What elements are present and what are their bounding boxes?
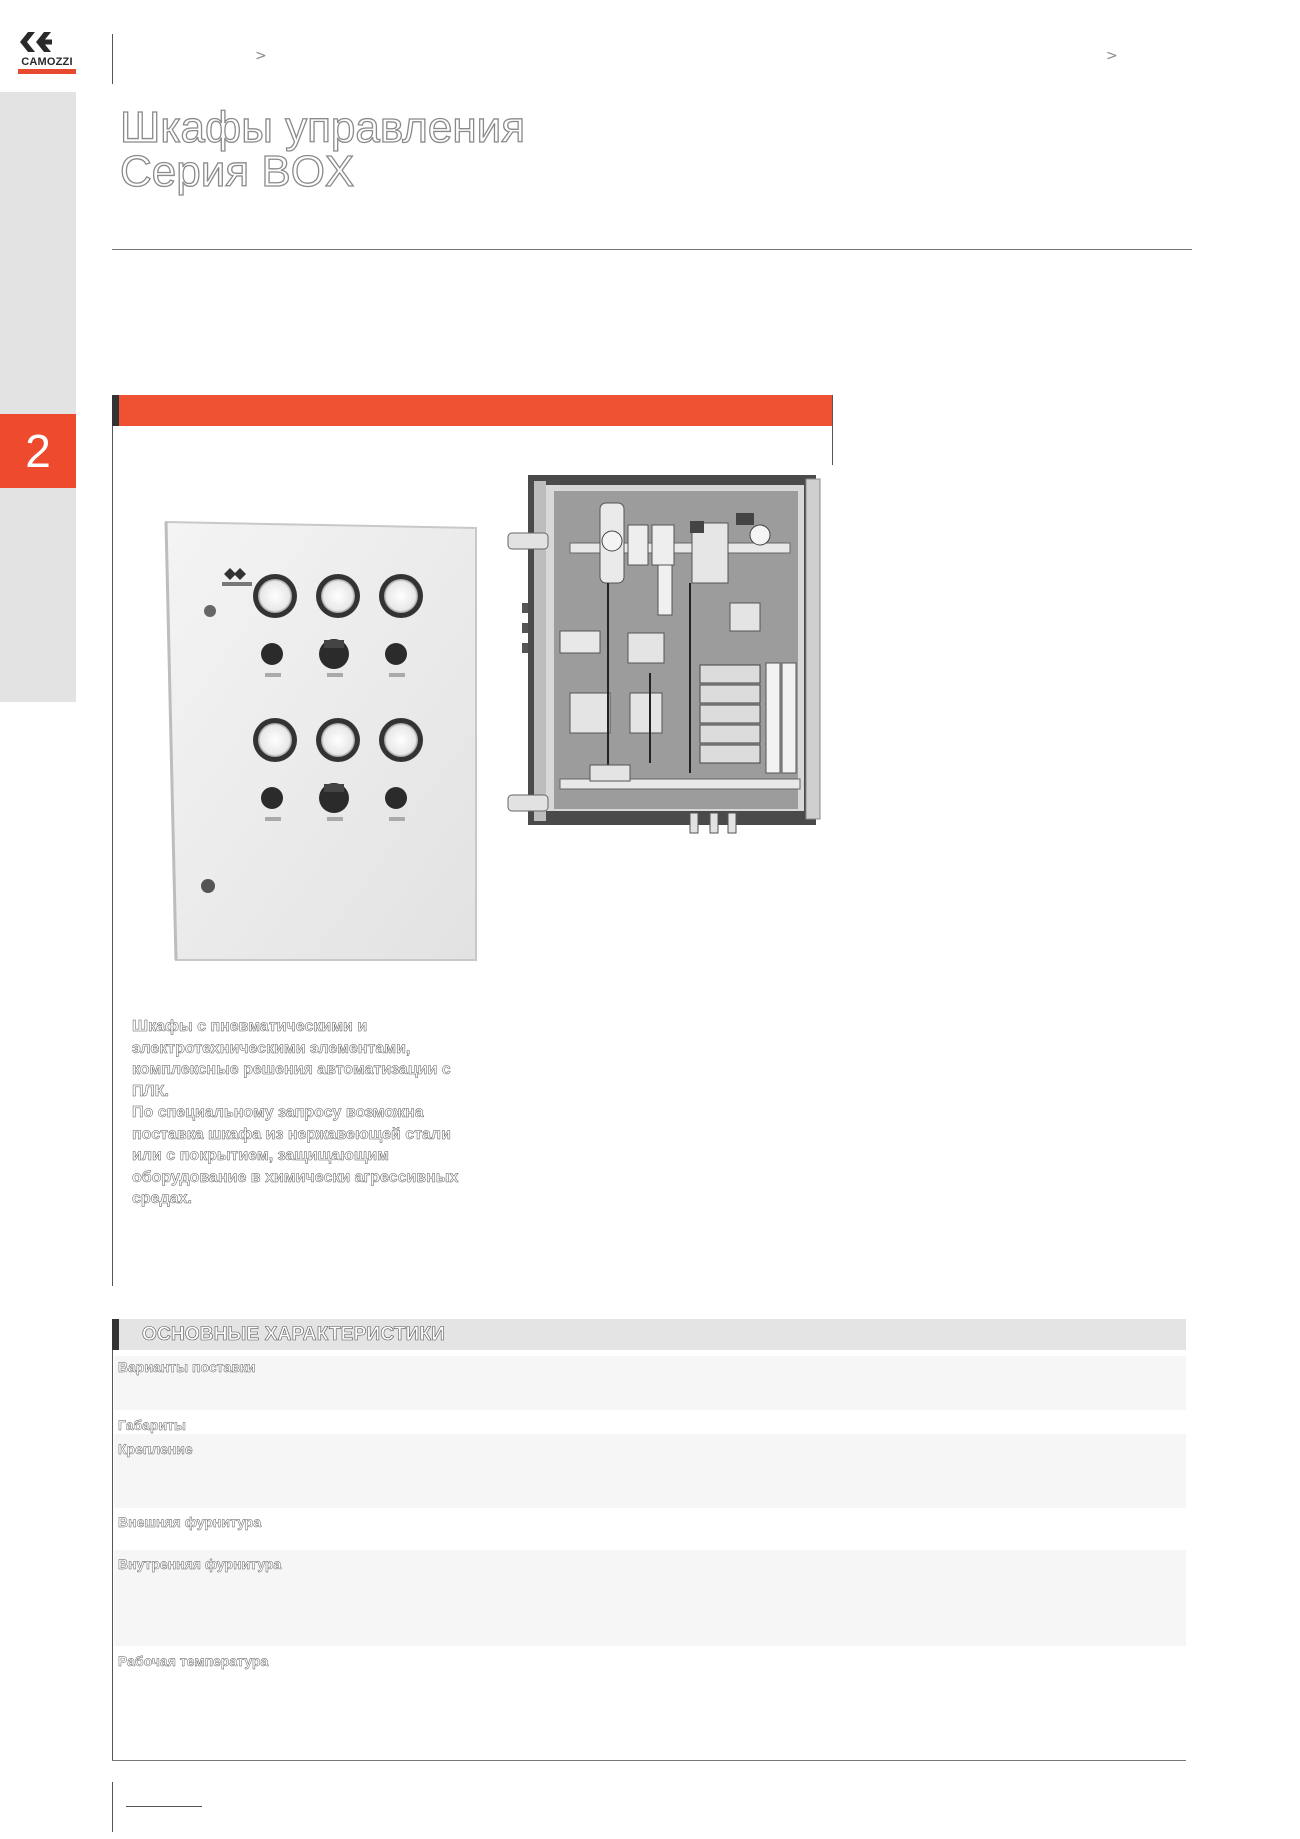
page-title-line2: Серия BOX [120, 147, 355, 196]
description-paragraph: По специальному запросу возможна поставка шкафа из нержавеющей стали или с покрытием, защищающим оборудование в химически агрессивных средах. [132, 1104, 459, 1207]
page-title [120, 103, 820, 196]
title-rule [112, 249, 1192, 250]
sidebar [0, 92, 76, 702]
spec-label-dimensions: Габариты [118, 1417, 186, 1433]
header-divider [112, 34, 113, 84]
open-cabinet-image [500, 473, 830, 843]
product-description [132, 1016, 462, 1210]
closed-cabinet-image [160, 516, 482, 962]
brand-accent-bar [18, 69, 76, 74]
specs-bottom-rule [112, 1760, 1186, 1761]
spec-label-operating-temperature: Рабочая температура [118, 1653, 269, 1669]
spec-label-internal-fittings: Внутренняя фурнитура [118, 1556, 282, 1572]
spec-label-mounting: Крепление [118, 1441, 193, 1457]
specs-heading: ОСНОВНЫЕ ХАРАКТЕРИСТИКИ [142, 1324, 446, 1345]
content-left-divider [112, 426, 113, 1286]
band-right-divider [832, 395, 833, 465]
spec-row-bg [114, 1434, 1186, 1508]
specs-left-divider [112, 1350, 113, 1760]
description-paragraph: Шкафы с пневматическими и электротехническими элементами, комплексные решения автоматизации с ПЛК. [132, 1018, 451, 1100]
spec-label-external-fittings: Внешняя фурнитура [118, 1514, 262, 1530]
brand-name: CAMOZZI [21, 56, 73, 68]
footer-rule [126, 1806, 202, 1807]
spec-label-supply-options: Варианты поставки [118, 1359, 256, 1375]
spec-row-bg [114, 1356, 1186, 1410]
product-band [112, 395, 832, 426]
breadcrumb-separator: > [1106, 48, 1118, 64]
section-tab[interactable]: 2 [0, 414, 76, 488]
product-band-mark [112, 395, 119, 426]
specs-header-mark [112, 1319, 119, 1350]
footer-divider [112, 1782, 113, 1832]
page-title-line1: Шкафы управления [120, 103, 526, 152]
breadcrumb-separator: > [255, 48, 267, 64]
